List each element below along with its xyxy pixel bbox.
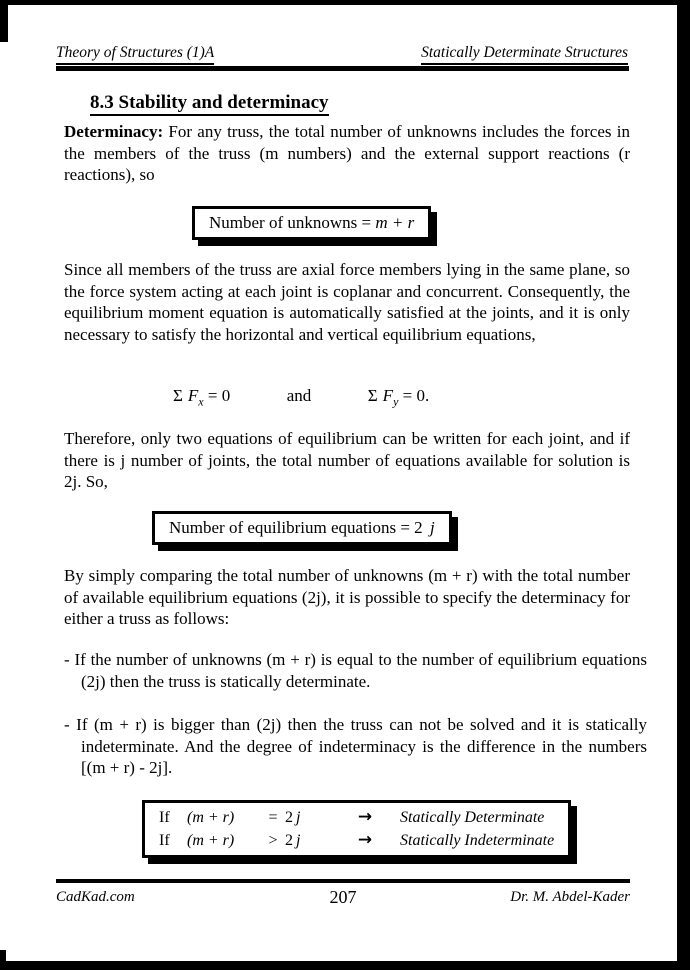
rule-expression: (m + r) xyxy=(187,809,235,826)
equations-expression: j xyxy=(429,518,435,537)
determinacy-lead: Determinacy: xyxy=(64,122,164,141)
rule-operator: = xyxy=(268,809,278,826)
page-number: 207 xyxy=(329,887,357,907)
paragraph-determinacy xyxy=(64,121,630,186)
paragraph-therefore: Therefore, only two equations of equilibrium can be written for each joint, and if there is j number of joints, the total number of equations available for solution is 2j. So, xyxy=(64,429,630,492)
bullet-statically-indeterminate: - If (m + r) is bigger than (2j) then the truss can not be solved and it is statically indeterminate. And the degree of indeterminacy is the difference in the numbers [(m + r) - 2j]. xyxy=(64,715,648,778)
scan-edge-left-top xyxy=(0,0,8,42)
box-determinacy-rules xyxy=(142,800,571,858)
scan-edge-right xyxy=(677,0,690,970)
header-rule xyxy=(56,66,629,71)
bullet-dash: - xyxy=(64,650,70,669)
right-arrow-icon: → xyxy=(357,830,373,850)
sigma-fx: Σ $F_x = 0$ xyxy=(173,386,231,409)
header-right-title: Statically Determinate Structures xyxy=(421,44,628,65)
equilibrium-equations-line xyxy=(173,386,429,409)
paragraph-comparing: By simply comparing the total number of unknowns (m + r) with the total number of available equilibrium equations (2j), it is possible to specify the determinacy for either a truss as follows: xyxy=(64,566,630,629)
scan-edge-left-bottom xyxy=(0,950,6,970)
page-header xyxy=(56,44,628,65)
rule-result: Statically Determinate xyxy=(400,809,545,826)
right-arrow-icon: → xyxy=(357,807,373,827)
section-heading: 8.3 Stability and determinacy xyxy=(90,92,329,114)
rule-row-indeterminate: If (m + r) > 2 j → Statically Indeterminate xyxy=(159,830,555,850)
box-number-of-equilibrium-equations: Number of equilibrium equations = 2 j xyxy=(152,511,452,545)
unknowns-expression: m + r xyxy=(375,213,415,232)
box-number-of-unknowns: Number of unknowns = m + r xyxy=(192,206,431,240)
rule-expression: (m + r) xyxy=(187,832,235,849)
footer-author: Dr. M. Abdel-Kader xyxy=(510,889,630,905)
sigma-fy: Σ $F_y = 0$. xyxy=(367,386,430,409)
rule-row-determinate: If (m + r) = 2 j → Statically Determinate xyxy=(159,807,545,827)
equations-connector: and xyxy=(286,386,312,405)
scan-edge-bottom xyxy=(0,961,690,970)
page-footer xyxy=(56,887,630,909)
rule-operator: > xyxy=(268,832,278,849)
header-left-title: Theory of Structures (1)A xyxy=(56,44,214,65)
bullet-dash: - xyxy=(64,715,70,734)
paragraph-members: Since all members of the truss are axial force members lying in the same plane, so the force system acting at each joint is coplanar and concurrent. Consequently, the equilibrium moment equation is automatically satisfied at the joints, and it is only necessary to satisfy the horizontal and vertical equilibrium equations, xyxy=(64,260,630,344)
footer-rule xyxy=(56,879,630,883)
bullet-statically-determinate: - If the number of unknowns (m + r) is equal to the number of equilibrium equations (2j) then the truss is statically determinate. xyxy=(64,650,647,691)
determinacy-text: For any truss, the total number of unknowns includes the forces in the members of the truss (m numbers) and the external support reactions (r reactions), so xyxy=(64,122,630,185)
rule-result: Statically Indeterminate xyxy=(400,832,555,849)
scan-edge-top xyxy=(0,0,690,5)
footer-site: CadKad.com xyxy=(56,889,135,905)
